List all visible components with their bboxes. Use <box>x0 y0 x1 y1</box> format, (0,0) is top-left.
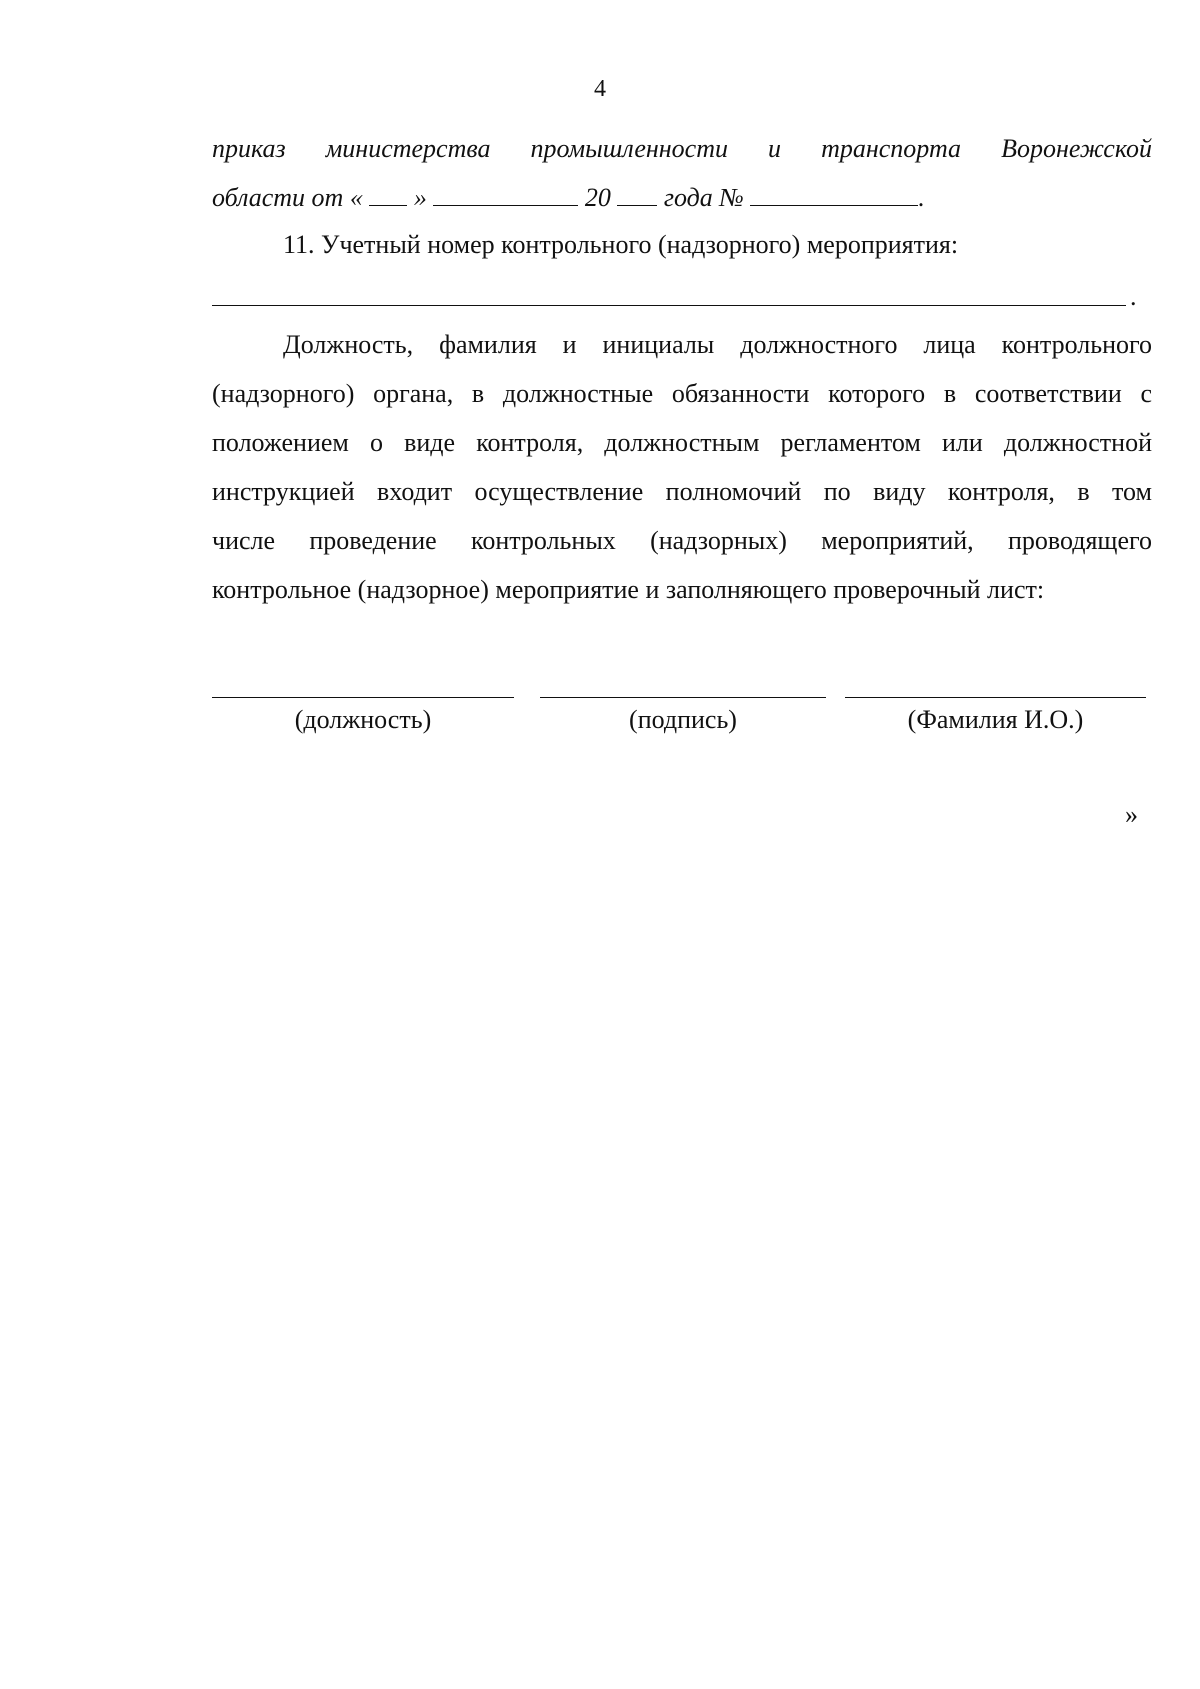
day-blank <box>369 183 407 206</box>
paragraph-line-3: положением о виде контроля, должностным регламентом или должностной <box>212 428 1152 457</box>
year-blank <box>617 183 657 206</box>
order-date-quote: » <box>413 183 427 212</box>
order-number-blank <box>750 183 918 206</box>
signature-line <box>540 697 826 698</box>
position-signature-line <box>212 697 514 698</box>
official-paragraph <box>212 320 1152 614</box>
paragraph-line-6: контрольное (надзорное) мероприятие и заполняющего проверочный лист: <box>212 575 1045 604</box>
order-reference-line-1: приказ министерства промышленности и транспорта Воронежской <box>212 134 1152 163</box>
paragraph-line-1: Должность, фамилия и инициалы должностного лица контрольного <box>283 330 1152 359</box>
name-label: (Фамилия И.О.) <box>907 705 1084 734</box>
month-blank <box>433 183 578 206</box>
order-date-prefix: области от « <box>212 183 363 212</box>
signature-label: (подпись) <box>629 705 737 734</box>
record-number-blank <box>212 305 1126 306</box>
item-11-record-number: 11. Учетный номер контрольного (надзорного) мероприятия: <box>283 230 959 259</box>
order-reference <box>212 124 1152 222</box>
order-reference-line-2 <box>212 173 1152 222</box>
paragraph-line-4: инструкцией входит осуществление полномочий по виду контроля, в том <box>212 477 1152 506</box>
order-number-prefix: года № <box>663 183 744 212</box>
closing-quote: » <box>1125 800 1138 829</box>
position-label: (должность) <box>294 705 432 734</box>
page-number: 4 <box>594 76 606 102</box>
order-year-prefix: 20 <box>584 183 611 212</box>
paragraph-line-2: (надзорного) органа, в должностные обязанности которого в соответствии с <box>212 379 1152 408</box>
record-number-end: . <box>1130 282 1137 311</box>
name-signature-line <box>845 697 1146 698</box>
paragraph-line-5: числе проведение контрольных (надзорных) мероприятий, проводящего <box>212 526 1152 555</box>
order-line-end: . <box>918 183 925 212</box>
